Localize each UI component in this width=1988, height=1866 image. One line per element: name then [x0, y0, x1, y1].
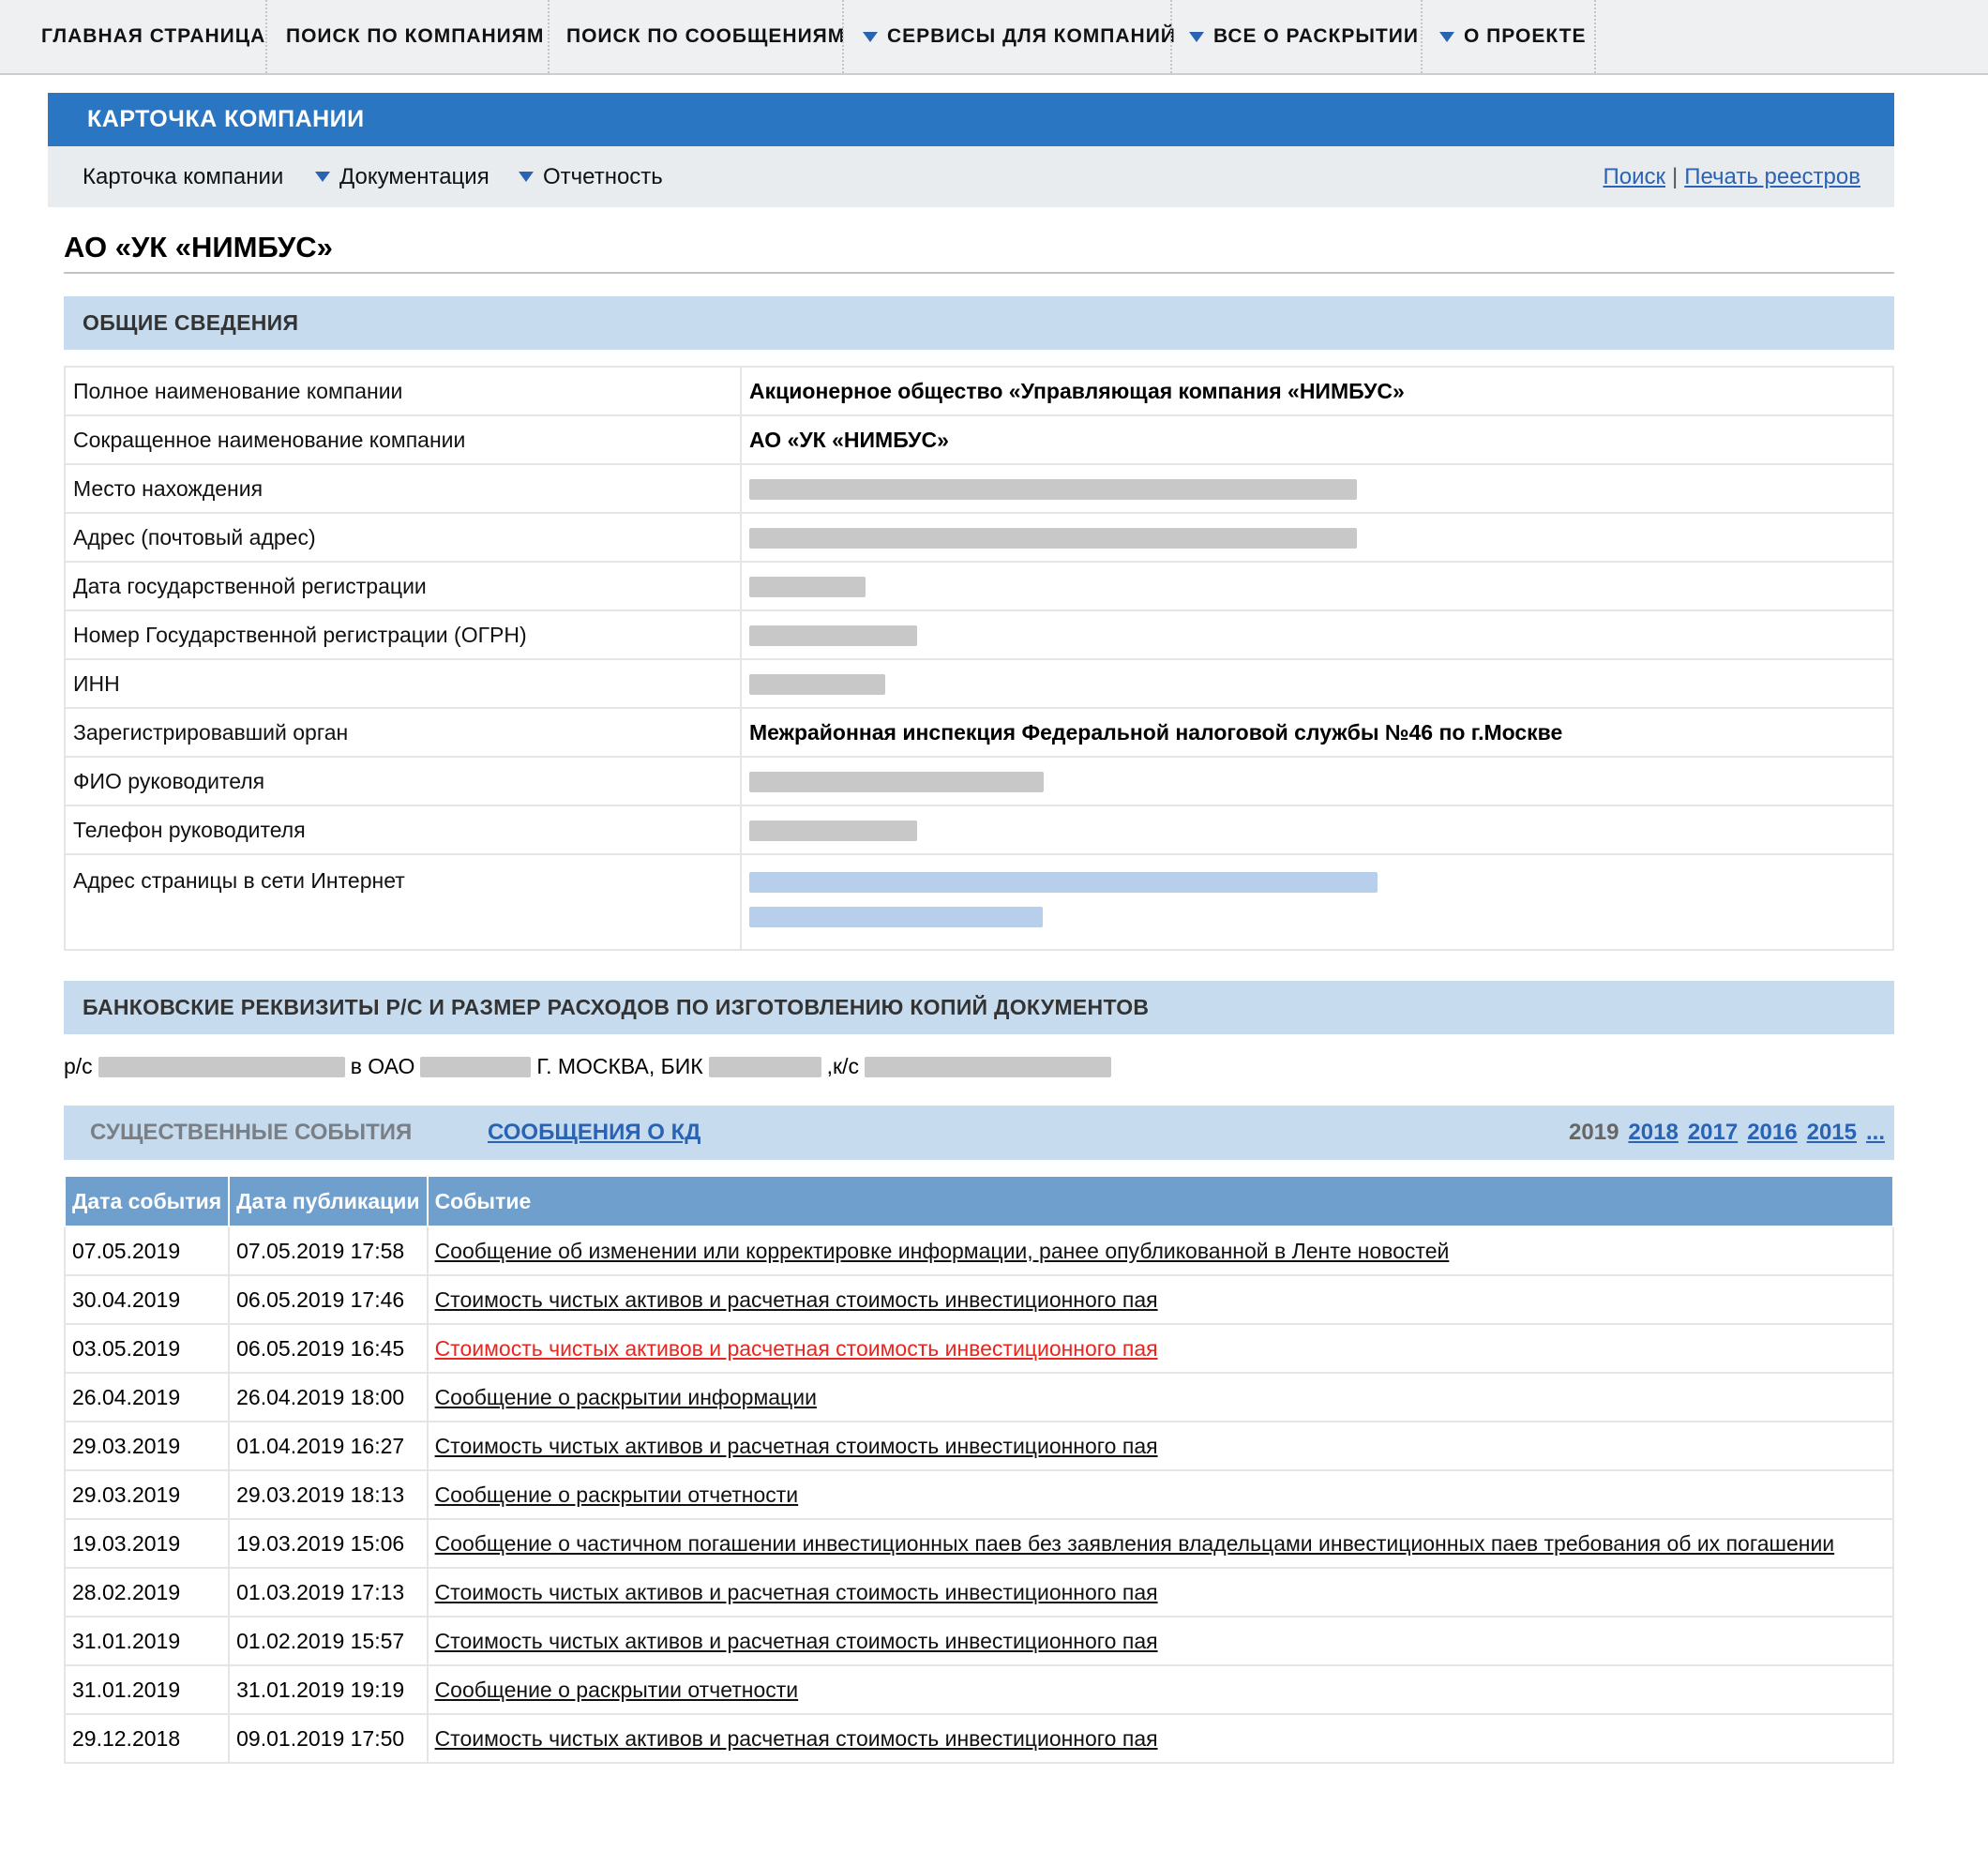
- nav-disclosure-label: ВСЕ О РАСКРЫТИИ: [1213, 25, 1419, 47]
- year-more-link[interactable]: ...: [1865, 1120, 1885, 1145]
- redacted-text: [749, 528, 1357, 549]
- info-label: Сокращенное наименование компании: [65, 415, 741, 464]
- info-row: [65, 415, 1893, 464]
- subnav-documentation[interactable]: [315, 146, 489, 207]
- dropdown-arrow-icon: [1189, 32, 1204, 42]
- redacted-text: [749, 820, 917, 841]
- redacted-text: [749, 625, 917, 646]
- dropdown-arrow-icon: [1439, 32, 1454, 42]
- table-row: [65, 1568, 1893, 1617]
- tab-material-events[interactable]: [90, 1106, 412, 1160]
- subnav-card[interactable]: [83, 146, 283, 207]
- event-date-cell: 29.12.2018: [65, 1714, 229, 1763]
- events-tab-bar: [64, 1106, 1894, 1160]
- nav-company-services-label: СЕРВИСЫ ДЛЯ КОМПАНИЙ: [887, 25, 1176, 47]
- subnav-reports[interactable]: [519, 146, 663, 207]
- info-value-redacted: [741, 513, 1893, 562]
- info-row: [65, 805, 1893, 854]
- publication-date-cell: 06.05.2019 16:45: [229, 1324, 427, 1373]
- info-label: Дата государственной регистрации: [65, 562, 741, 610]
- event-cell: [428, 1519, 1893, 1568]
- dropdown-arrow-icon: [519, 172, 534, 182]
- year-link[interactable]: 2017: [1687, 1120, 1739, 1145]
- info-value-redacted: [741, 659, 1893, 708]
- event-cell: [428, 1275, 1893, 1324]
- event-link[interactable]: Сообщение о раскрытии информации: [434, 1384, 817, 1409]
- info-value-redacted: [741, 805, 1893, 854]
- info-row: [65, 367, 1893, 415]
- info-value-redacted: [741, 757, 1893, 805]
- publication-date-cell: 26.04.2019 18:00: [229, 1373, 427, 1422]
- subnav-reports-label: Отчетность: [543, 163, 663, 189]
- info-value-redacted: [741, 464, 1893, 513]
- link-separator: |: [1671, 163, 1679, 189]
- info-row: [65, 464, 1893, 513]
- redacted-text: [749, 772, 1044, 792]
- info-label: Полное наименование компании: [65, 367, 741, 415]
- event-date-cell: 28.02.2019: [65, 1568, 229, 1617]
- table-row: [65, 1519, 1893, 1568]
- redacted-corr-account: [865, 1057, 1111, 1077]
- publication-date-cell: 01.04.2019 16:27: [229, 1422, 427, 1470]
- year-link[interactable]: 2015: [1806, 1120, 1857, 1145]
- table-row: [65, 1226, 1893, 1275]
- nav-about[interactable]: [1439, 0, 1587, 73]
- info-label: Номер Государственной регистрации (ОГРН): [65, 610, 741, 659]
- event-link[interactable]: Стоимость чистых активов и расчетная стоимость инвестиционного пая: [434, 1335, 1158, 1361]
- year-filter: [1559, 1106, 1885, 1160]
- card-subnav: [48, 146, 1894, 207]
- nav-company-search-label: ПОИСК ПО КОМПАНИЯМ: [286, 25, 545, 47]
- info-row: [65, 659, 1893, 708]
- card-header: [48, 93, 1894, 146]
- search-link[interactable]: Поиск: [1603, 163, 1665, 189]
- redacted-text: [749, 577, 866, 597]
- table-row: [65, 1470, 1893, 1519]
- print-registry-link[interactable]: Печать реестров: [1684, 163, 1860, 189]
- event-date-cell: 03.05.2019: [65, 1324, 229, 1373]
- nav-message-search[interactable]: [566, 0, 845, 73]
- event-cell: [428, 1568, 1893, 1617]
- publication-date-cell: 19.03.2019 15:06: [229, 1519, 427, 1568]
- publication-date-cell: 09.01.2019 17:50: [229, 1714, 427, 1763]
- table-row: [65, 1275, 1893, 1324]
- redacted-text: [749, 674, 885, 695]
- event-date-cell: 31.01.2019: [65, 1617, 229, 1665]
- col-event: Событие: [428, 1177, 1893, 1226]
- nav-divider: [1170, 0, 1172, 73]
- table-header-row: [65, 1177, 1893, 1226]
- info-row: [65, 562, 1893, 610]
- publication-date-cell: 07.05.2019 17:58: [229, 1226, 427, 1275]
- redacted-bank-name: [420, 1057, 531, 1077]
- bank-details-title: БАНКОВСКИЕ РЕКВИЗИТЫ Р/С И РАЗМЕР РАСХОДОВ ПО ИЗГОТОВЛЕНИЮ КОПИЙ ДОКУМЕНТОВ: [83, 995, 1150, 1019]
- event-date-cell: 26.04.2019: [65, 1373, 229, 1422]
- nav-about-label: О ПРОЕКТЕ: [1464, 25, 1587, 47]
- event-link[interactable]: Сообщение об изменении или корректировке информации, ранее опубликованной в Ленте новостей: [434, 1238, 1450, 1263]
- events-table-body: [65, 1226, 1893, 1763]
- nav-message-search-label: ПОИСК ПО СООБЩЕНИЯМ: [566, 25, 846, 47]
- event-date-cell: 19.03.2019: [65, 1519, 229, 1568]
- general-info-table: [64, 366, 1894, 951]
- publication-date-cell: 01.03.2019 17:13: [229, 1568, 427, 1617]
- info-row: [65, 610, 1893, 659]
- bank-city-bik: Г. МОСКВА, БИК: [536, 1054, 703, 1078]
- redacted-account: [98, 1057, 345, 1077]
- info-label: Адрес страницы в сети Интернет: [65, 854, 741, 950]
- nav-home-label: ГЛАВНАЯ СТРАНИЦА: [41, 25, 266, 47]
- publication-date-cell: 01.02.2019 15:57: [229, 1617, 427, 1665]
- year-link[interactable]: 2016: [1747, 1120, 1798, 1145]
- event-link[interactable]: Сообщение о раскрытии отчетности: [434, 1482, 799, 1507]
- publication-date-cell: 29.03.2019 18:13: [229, 1470, 427, 1519]
- tab-corporate-actions-label: СООБЩЕНИЯ О КД: [488, 1120, 701, 1145]
- event-cell: [428, 1373, 1893, 1422]
- event-link[interactable]: Стоимость чистых активов и расчетная стоимость инвестиционного пая: [434, 1579, 1158, 1604]
- corr-account-label: ,к/с: [826, 1054, 859, 1078]
- tab-corporate-actions[interactable]: [488, 1106, 700, 1160]
- event-link[interactable]: Стоимость чистых активов и расчетная стоимость инвестиционного пая: [434, 1287, 1158, 1312]
- col-event-date: Дата события: [65, 1177, 229, 1226]
- event-date-cell: 07.05.2019: [65, 1226, 229, 1275]
- info-label: ИНН: [65, 659, 741, 708]
- bank-details-header: [64, 981, 1894, 1034]
- nav-divider: [1421, 0, 1423, 73]
- event-cell: [428, 1665, 1893, 1714]
- info-value: Межрайонная инспекция Федеральной налоговой службы №46 по г.Москве: [741, 708, 1893, 757]
- nav-disclosure[interactable]: [1189, 0, 1419, 73]
- info-label: Место нахождения: [65, 464, 741, 513]
- info-row: [65, 708, 1893, 757]
- table-row: [65, 1617, 1893, 1665]
- event-link[interactable]: Стоимость чистых активов и расчетная стоимость инвестиционного пая: [434, 1433, 1158, 1458]
- publication-date-cell: 31.01.2019 19:19: [229, 1665, 427, 1714]
- nav-home[interactable]: [41, 0, 265, 73]
- nav-company-services[interactable]: [863, 0, 1176, 73]
- dropdown-arrow-icon: [863, 32, 878, 42]
- card-header-title: КАРТОЧКА КОМПАНИИ: [87, 106, 365, 132]
- event-cell: [428, 1422, 1893, 1470]
- year-current: 2019: [1569, 1120, 1619, 1145]
- event-date-cell: 29.03.2019: [65, 1470, 229, 1519]
- info-value: АО «УК «НИМБУС»: [741, 415, 1893, 464]
- redacted-text: [749, 479, 1357, 500]
- nav-divider: [265, 0, 267, 73]
- title-divider: [64, 272, 1894, 274]
- event-date-cell: 31.01.2019: [65, 1665, 229, 1714]
- redacted-bik: [709, 1057, 821, 1077]
- event-date-cell: 29.03.2019: [65, 1422, 229, 1470]
- nav-divider: [548, 0, 550, 73]
- info-label: Адрес (почтовый адрес): [65, 513, 741, 562]
- table-row: [65, 1665, 1893, 1714]
- info-label: Телефон руководителя: [65, 805, 741, 854]
- general-info-header: [64, 296, 1894, 350]
- info-label: ФИО руководителя: [65, 757, 741, 805]
- event-link[interactable]: Сообщение о раскрытии отчетности: [434, 1677, 799, 1702]
- redacted-website-link[interactable]: [749, 907, 1043, 927]
- col-publication-date: Дата публикации: [229, 1177, 427, 1226]
- event-cell: [428, 1617, 1893, 1665]
- subnav-documentation-label: Документация: [339, 163, 489, 189]
- redacted-website-link[interactable]: [749, 872, 1378, 893]
- top-navigation: [0, 0, 1988, 75]
- bank-details-line: [64, 1054, 1117, 1079]
- info-row: [65, 854, 1893, 950]
- event-link[interactable]: Сообщение о частичном погашении инвестиционных паев без заявления владельцами инвестиционных паев требования об их погашении: [434, 1530, 1835, 1556]
- event-cell: [428, 1324, 1893, 1373]
- info-value-redacted: [741, 854, 1893, 950]
- event-cell: [428, 1226, 1893, 1275]
- nav-company-search[interactable]: [286, 0, 544, 73]
- event-link[interactable]: Стоимость чистых активов и расчетная стоимость инвестиционного пая: [434, 1628, 1158, 1653]
- subnav-card-label: Карточка компании: [83, 163, 284, 189]
- event-date-cell: 30.04.2019: [65, 1275, 229, 1324]
- event-cell: [428, 1714, 1893, 1763]
- info-value: Акционерное общество «Управляющая компания «НИМБУС»: [741, 367, 1893, 415]
- nav-divider: [842, 0, 844, 73]
- event-link[interactable]: Стоимость чистых активов и расчетная стоимость инвестиционного пая: [434, 1725, 1158, 1751]
- info-value-redacted: [741, 562, 1893, 610]
- table-row: [65, 1324, 1893, 1373]
- table-row: [65, 1373, 1893, 1422]
- table-row: [65, 1422, 1893, 1470]
- nav-divider: [1594, 0, 1596, 73]
- info-row: [65, 513, 1893, 562]
- info-value-redacted: [741, 610, 1893, 659]
- table-row: [65, 1714, 1893, 1763]
- info-row: [65, 757, 1893, 805]
- publication-date-cell: 06.05.2019 17:46: [229, 1275, 427, 1324]
- bank-prefix: в ОАО: [350, 1054, 415, 1078]
- subnav-links: [1603, 146, 1860, 207]
- info-label: Зарегистрировавший орган: [65, 708, 741, 757]
- events-table: [64, 1177, 1894, 1764]
- event-cell: [428, 1470, 1893, 1519]
- general-info-title: ОБЩИЕ СВЕДЕНИЯ: [83, 310, 299, 335]
- tab-material-events-label: СУЩЕСТВЕННЫЕ СОБЫТИЯ: [90, 1120, 413, 1145]
- account-label: р/с: [64, 1054, 93, 1078]
- dropdown-arrow-icon: [315, 172, 330, 182]
- year-link[interactable]: 2018: [1628, 1120, 1679, 1145]
- page-title: АО «УК «НИМБУС»: [64, 231, 333, 263]
